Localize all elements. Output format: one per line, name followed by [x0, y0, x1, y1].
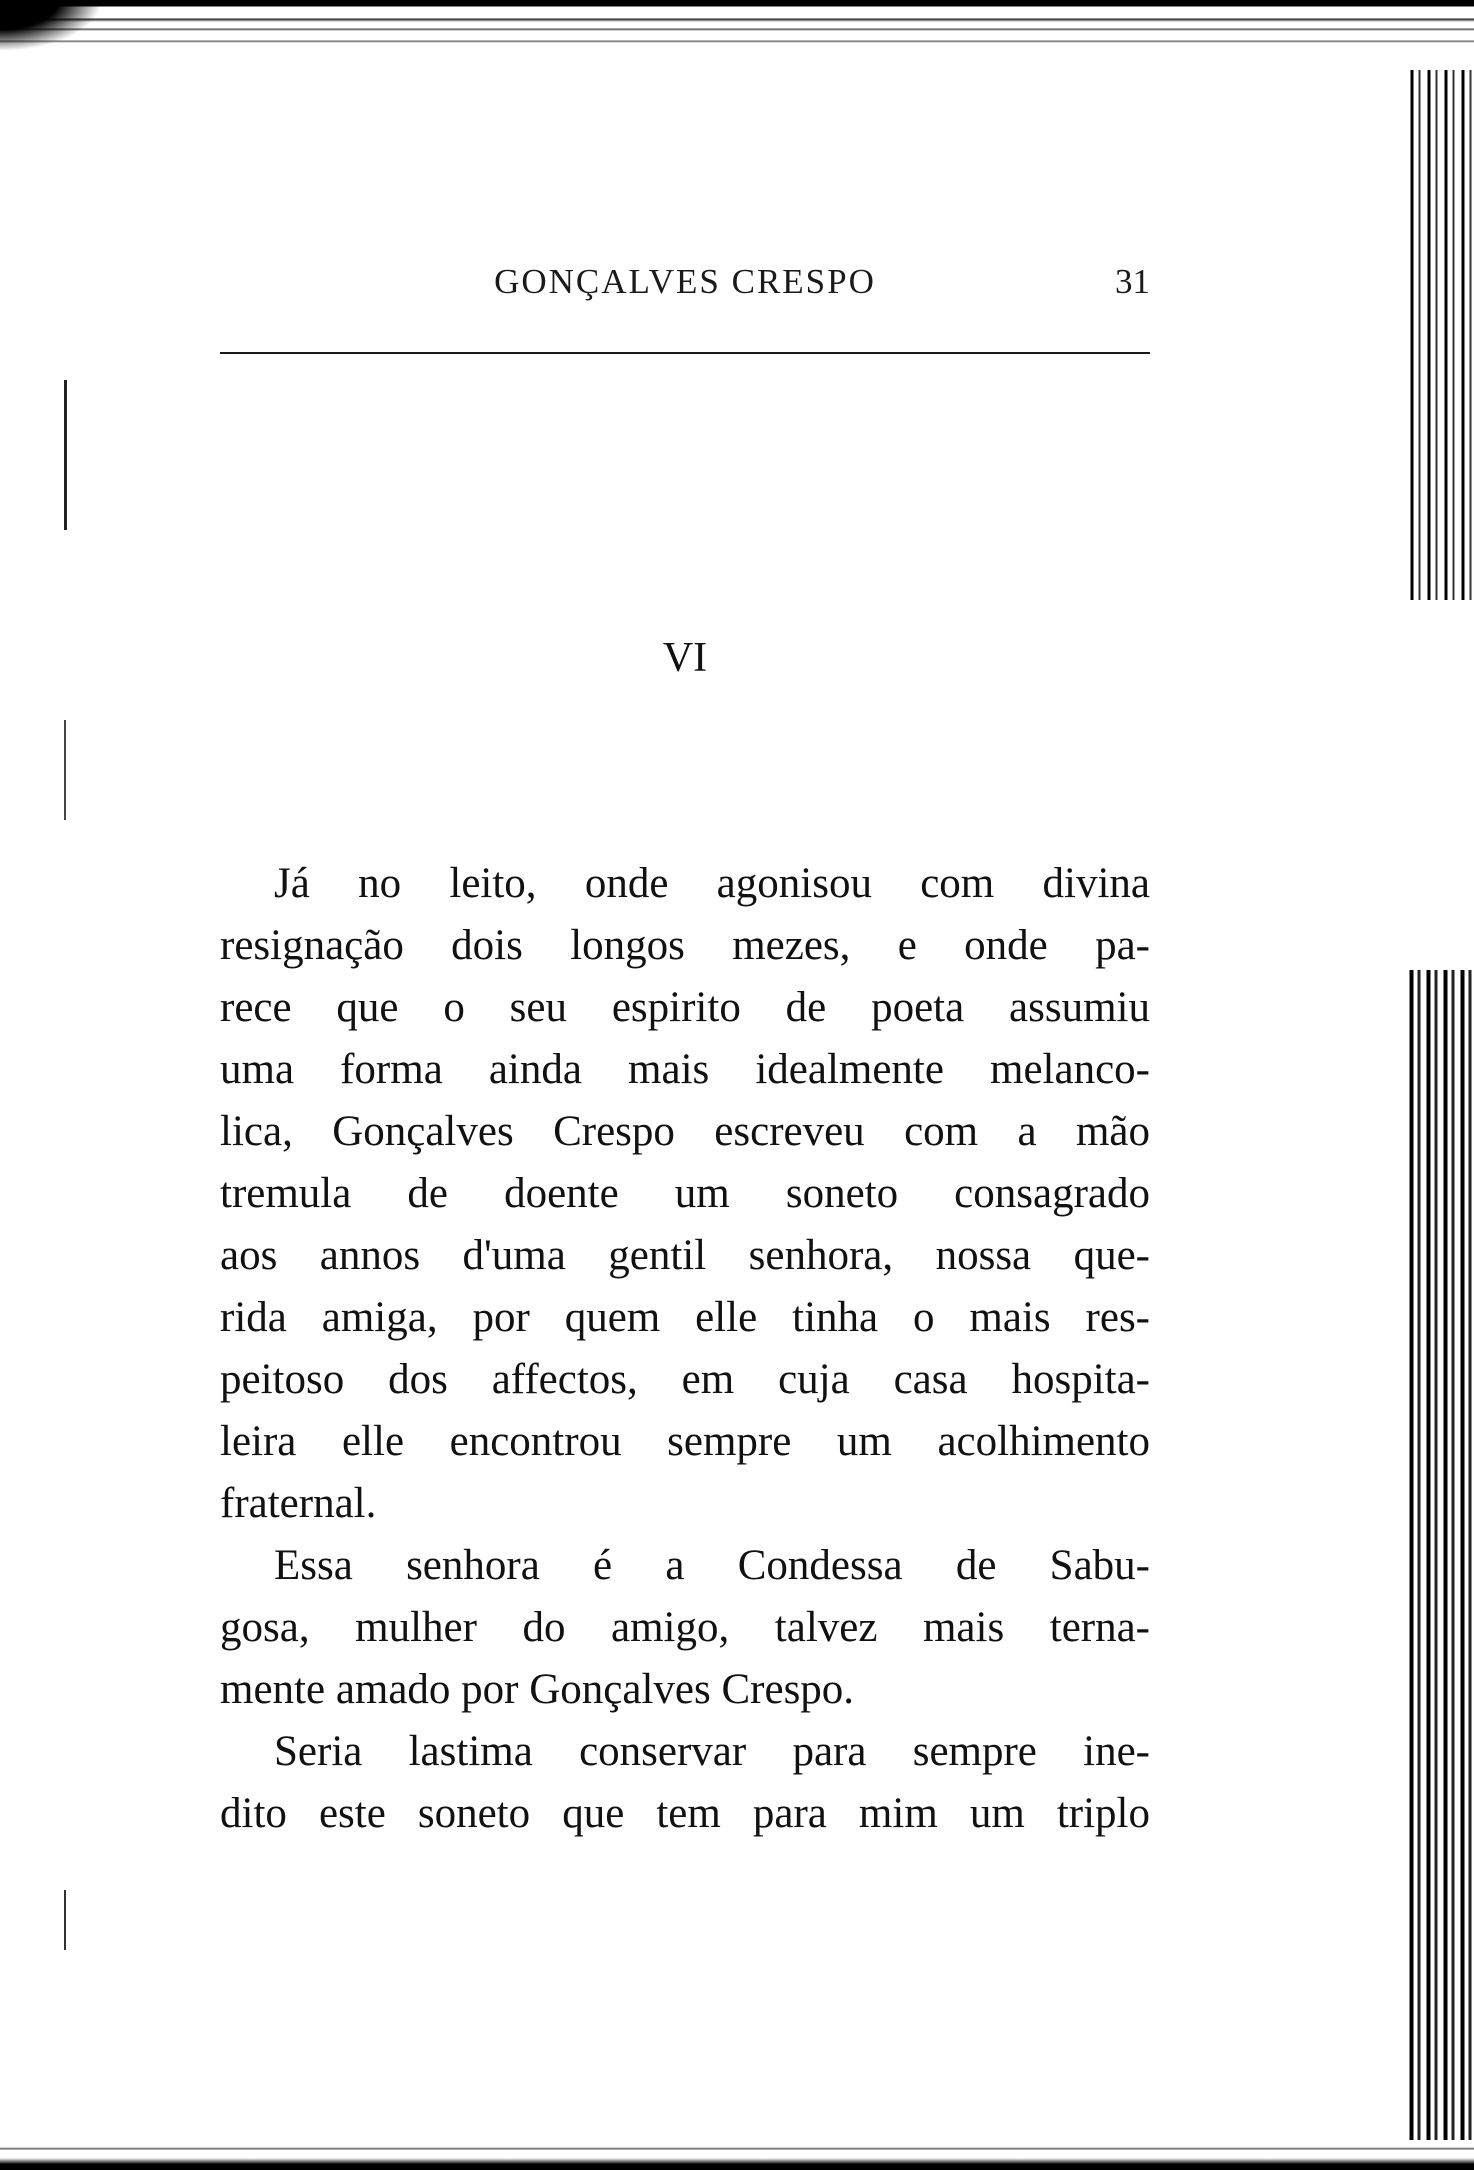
text-line: dito este soneto que tem para mim um triplo — [220, 1790, 1150, 1837]
text-line: fraternal. — [220, 1480, 377, 1527]
text-line: rece que o seu espirito de poeta assumiu — [220, 984, 1150, 1031]
scan-bottom-edge — [0, 2140, 1474, 2170]
text-line: rida amiga, por quem elle tinha o mais res- — [220, 1294, 1150, 1341]
chapter-heading: VI — [662, 635, 708, 681]
running-head — [220, 262, 1150, 312]
text-line: resignação dois longos mezes, e onde pa- — [220, 922, 1150, 969]
text-line: lica, Gonçalves Crespo escreveu com a mão — [220, 1108, 1150, 1155]
body-text — [220, 853, 1150, 1845]
text-line: peitoso dos affectos, em cuja casa hospita- — [220, 1356, 1150, 1403]
scan-left-mark — [64, 720, 66, 820]
scan-top-edge — [0, 0, 1474, 48]
page-number: 31 — [1115, 262, 1150, 301]
scan-left-mark — [64, 380, 67, 530]
scan-top-corner — [0, 0, 120, 60]
text-line: Seria lastima conservar para sempre ine- — [274, 1728, 1150, 1775]
text-line: Já no leito, onde agonisou com divina — [274, 860, 1150, 907]
text-line: mente amado por Gonçalves Crespo. — [220, 1666, 855, 1713]
text-line: aos annos d'uma gentil senhora, nossa que- — [220, 1232, 1150, 1279]
scan-right-page-edges-upper — [1404, 70, 1474, 600]
text-line: leira elle encontrou sempre um acolhimento — [220, 1418, 1150, 1465]
text-line: tremula de doente um soneto consagrado — [220, 1170, 1150, 1217]
text-line: gosa, mulher do amigo, talvez mais terna- — [220, 1604, 1150, 1651]
scan-left-mark — [64, 1890, 66, 1950]
running-title: GONÇALVES CRESPO — [494, 262, 876, 301]
text-line: uma forma ainda mais idealmente melanco- — [220, 1046, 1150, 1093]
text-line: Essa senhora é a Condessa de Sabu- — [274, 1542, 1150, 1589]
scan-right-page-edges-lower — [1404, 970, 1474, 2170]
header-rule — [220, 352, 1150, 354]
